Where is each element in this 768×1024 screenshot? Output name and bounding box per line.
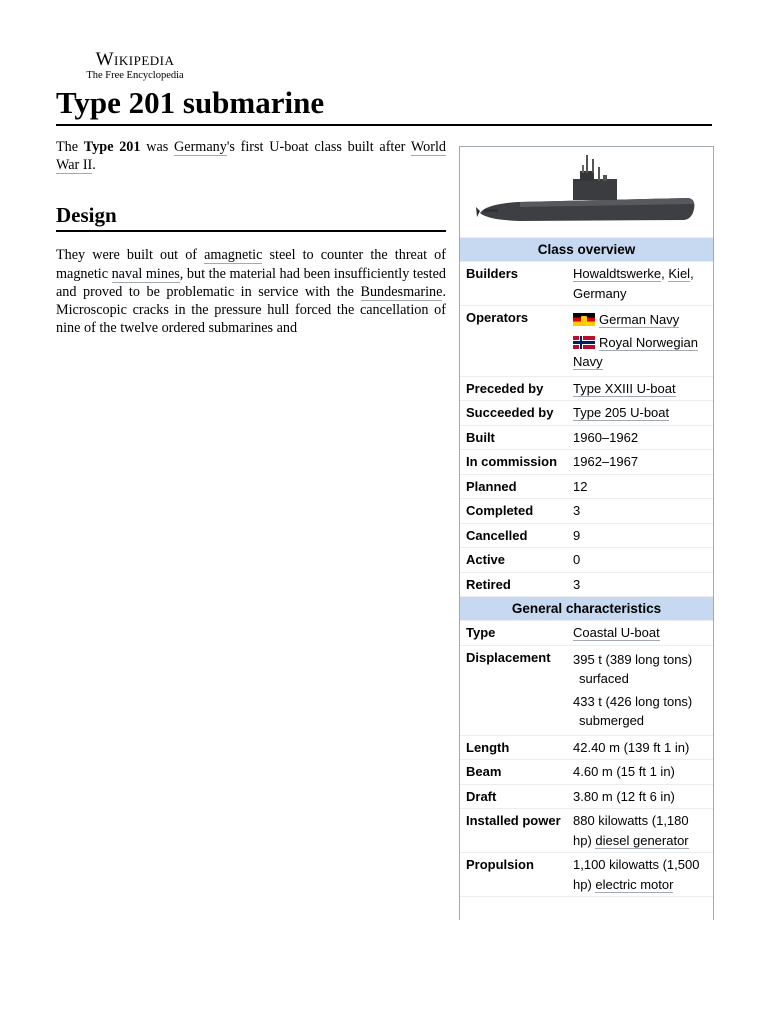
row-propulsion: Propulsion 1,100 kilowatts (1,500 hp) electric motor <box>460 853 713 897</box>
row-preceded-by: Preceded by Type XXIII U-boat <box>460 377 713 402</box>
row-in-commission: In commission 1962–1967 <box>460 450 713 475</box>
row-cancelled: Cancelled 9 <box>460 524 713 549</box>
bold-term: Type 201 <box>83 139 141 155</box>
kiel-link[interactable]: Kiel <box>668 266 691 281</box>
row-built: Built 1960–1962 <box>460 426 713 451</box>
electric-motor-link[interactable]: electric motor <box>595 876 674 892</box>
row-succeeded-by: Succeeded by Type 205 U-boat <box>460 401 713 426</box>
type-xxiii-link[interactable]: Type XXIII U-boat <box>573 380 676 396</box>
row-operators: Operators German Navy Royal Norwegian Navy <box>460 306 713 377</box>
logo-wordmark: Wikipedia <box>95 49 175 70</box>
row-type: Type Coastal U-boat <box>460 621 713 646</box>
row-displacement: Displacement 395 t (389 long tons) surfaced 433 t (426 long tons) submerged <box>460 646 713 736</box>
article-body <box>56 138 446 336</box>
row-draft: Draft 3.80 m (12 ft 6 in) <box>460 785 713 810</box>
bundesmarine-link[interactable]: Bundesmarine <box>360 283 443 300</box>
submarine-image[interactable] <box>460 147 713 238</box>
type-205-link[interactable]: Type 205 U-boat <box>573 405 670 420</box>
infobox <box>459 146 714 920</box>
wikipedia-logo[interactable] <box>76 50 194 82</box>
amagnetic-link[interactable]: amagnetic <box>204 247 263 264</box>
howaldtswerke-link[interactable]: Howaldtswerke <box>573 266 662 281</box>
row-planned: Planned 12 <box>460 475 713 500</box>
general-characteristics-header: General characteristics <box>460 597 713 621</box>
coastal-u-boat-link[interactable]: Coastal U-boat <box>573 625 660 640</box>
design-heading: Design <box>56 202 446 232</box>
row-active: Active 0 <box>460 548 713 573</box>
german-navy-link[interactable]: German Navy <box>599 312 680 327</box>
design-paragraph: They were built out of amagnetic steel to counter the threat of magnetic naval mines, but the material had been insufficiently tested and proved to be problematic in service with the Bundesmarine. Microscopic cracks in the pressure hull forced the cancellation of nine of the twelve ordered submarines and <box>56 247 446 337</box>
class-overview-header: Class overview <box>460 238 713 262</box>
row-builders: Builders Howaldtswerke, Kiel, Germany <box>460 262 713 306</box>
page-title: Type 201 submarine <box>56 84 712 126</box>
row-completed: Completed 3 <box>460 499 713 524</box>
naval-mines-link[interactable]: naval mines <box>111 265 180 282</box>
world-war-ii-link[interactable]: World War II <box>56 139 446 174</box>
diesel-generator-link[interactable]: diesel generator <box>595 832 689 848</box>
row-length: Length 42.40 m (139 ft 1 in) <box>460 736 713 761</box>
norway-flag-icon <box>573 336 595 349</box>
row-retired: Retired 3 <box>460 573 713 598</box>
intro-paragraph: The Type 201 was Germany's first U-boat class built after World War II. <box>56 139 446 174</box>
row-beam: Beam 4.60 m (15 ft 1 in) <box>460 760 713 785</box>
logo-tagline: The Free Encyclopedia <box>86 70 184 81</box>
germany-link[interactable]: Germany <box>174 139 227 155</box>
row-installed-power: Installed power 880 kilowatts (1,180 hp) diesel generator <box>460 809 713 853</box>
submarine-illustration <box>460 147 713 237</box>
royal-norwegian-navy-link[interactable]: Royal Norwegian Navy <box>573 334 698 369</box>
germany-flag-icon <box>573 313 595 326</box>
